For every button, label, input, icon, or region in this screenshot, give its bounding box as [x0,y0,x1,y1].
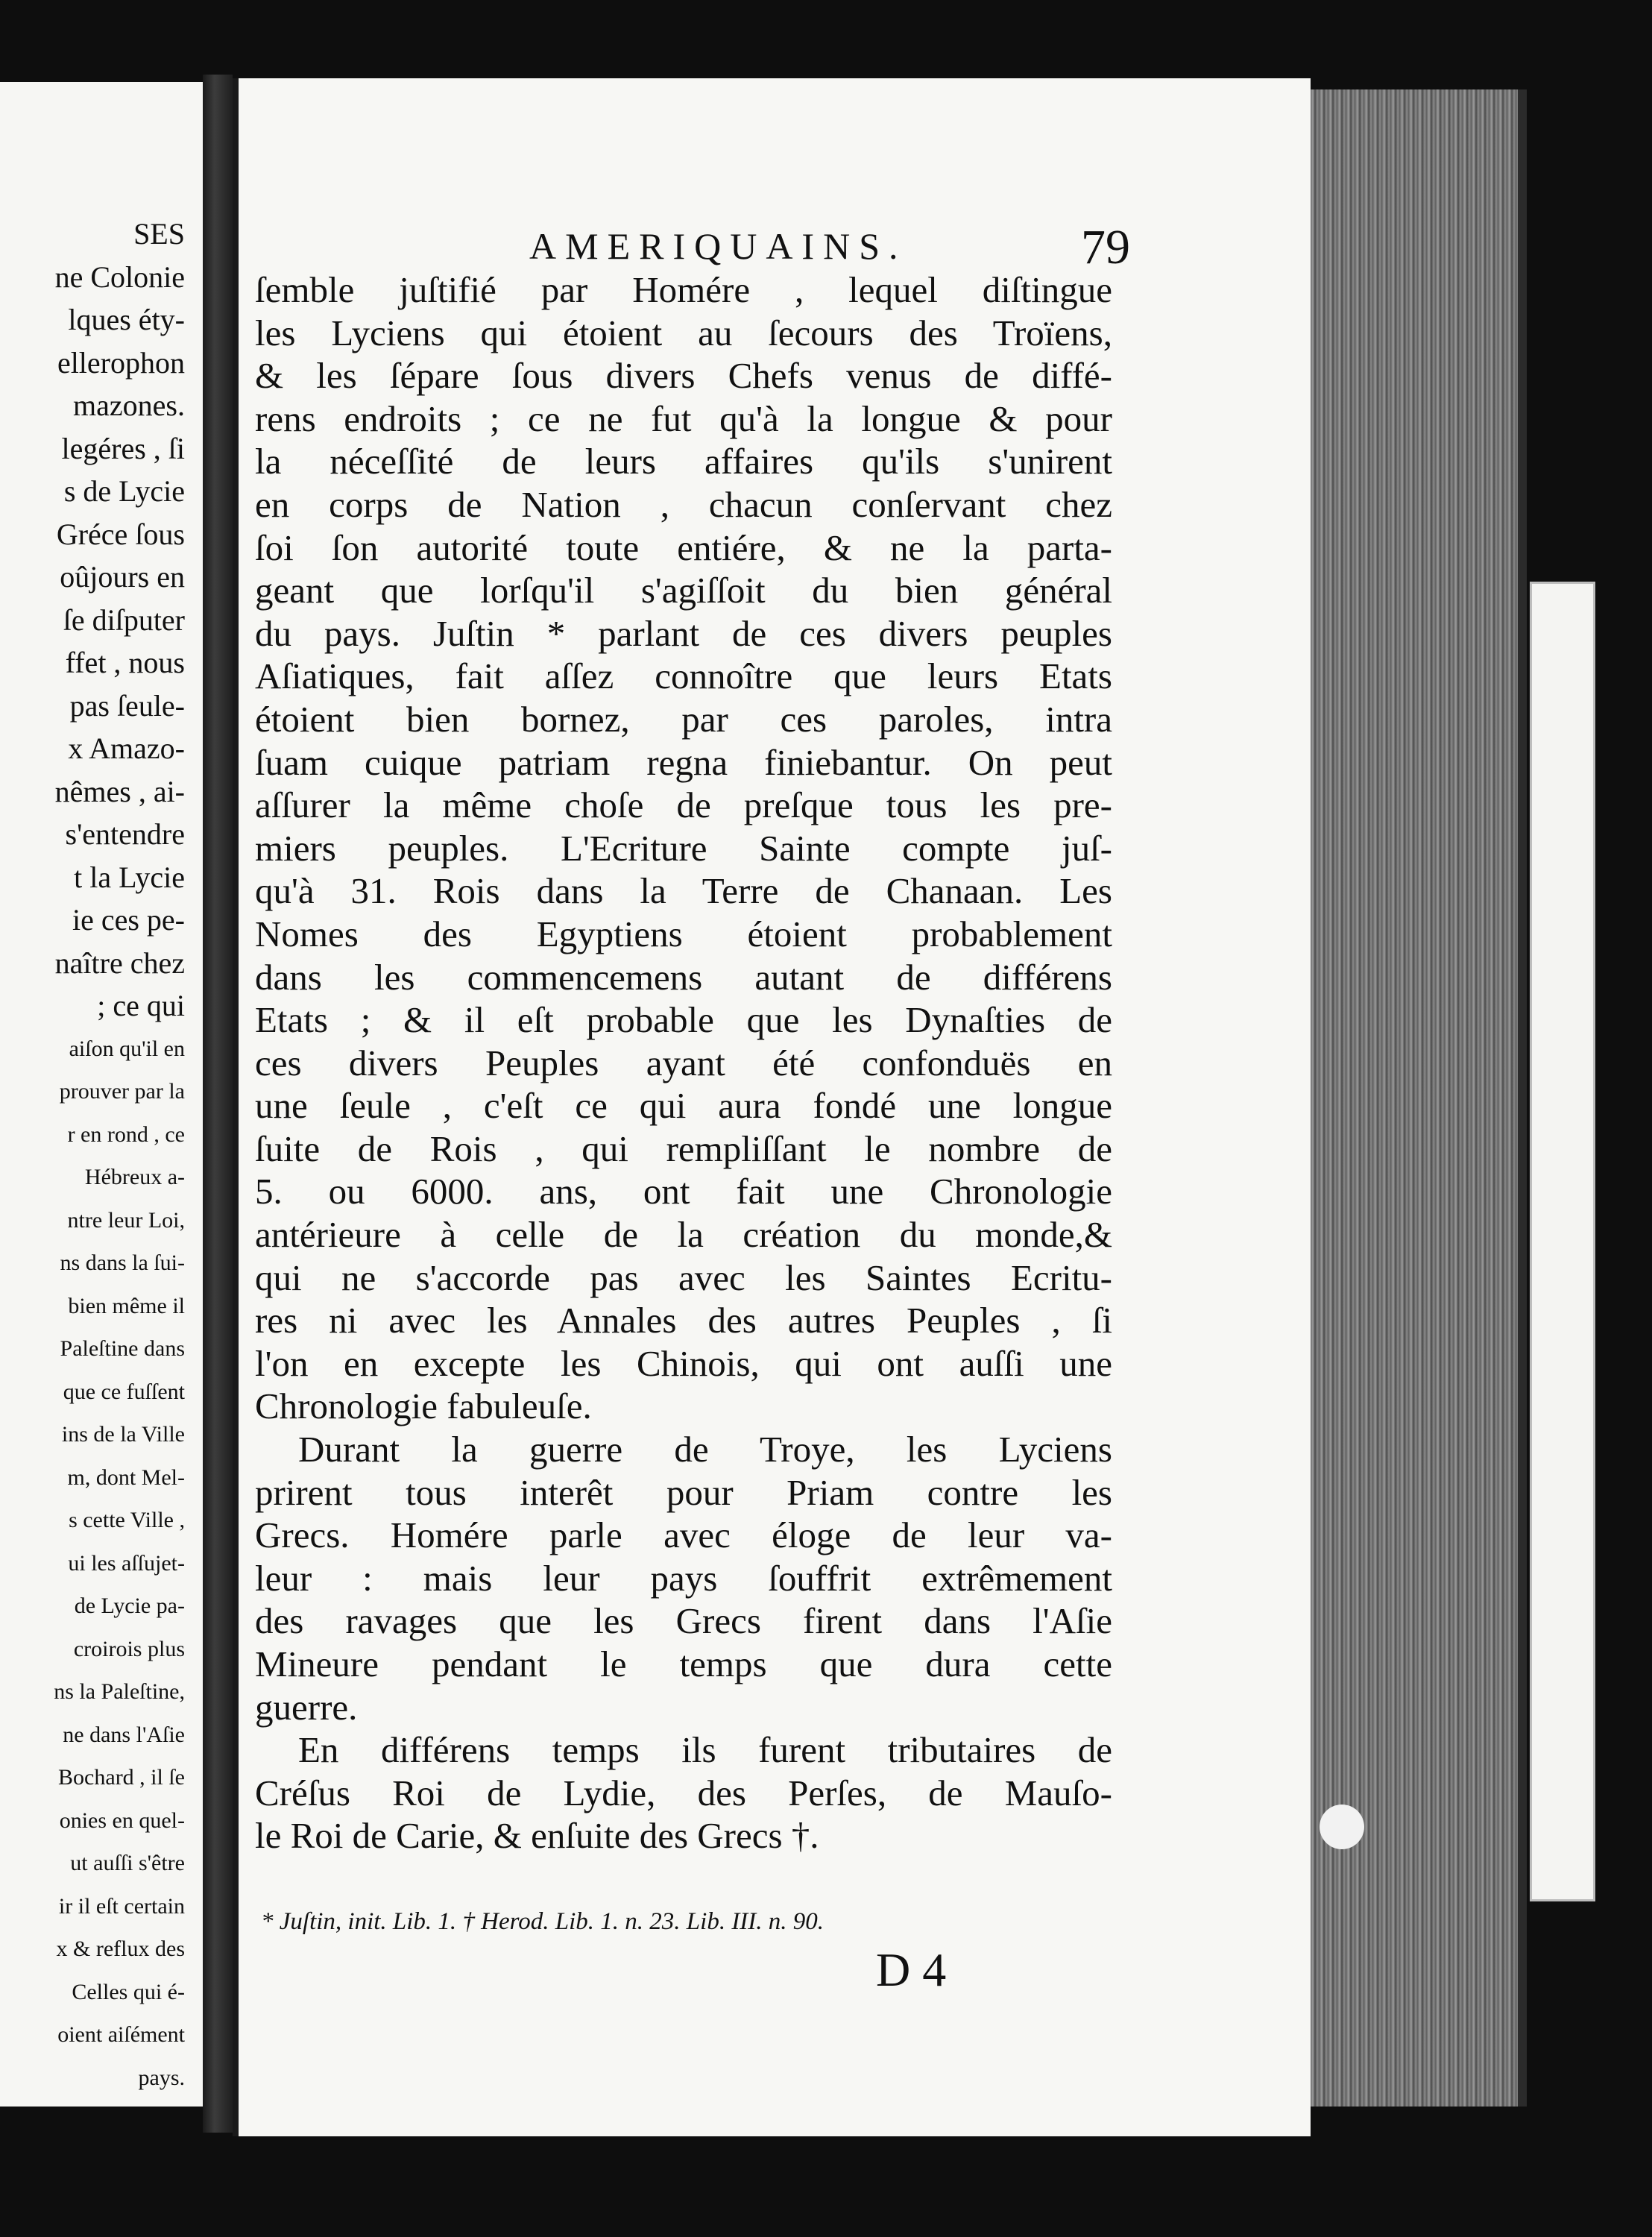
text-line: Grecs. Homére parle avec éloge de leur va- [255,1514,1112,1556]
left-page-line: s'entendre [65,817,185,851]
text-line: ſemble juſtifié par Homére , lequel diſtingue [255,269,1112,310]
page-number: 79 [1081,220,1130,274]
text-line: Mineure pendant le temps que dura cette [255,1643,1112,1684]
text-line: qui ne s'accorde pas avec les Saintes Ecritu- [255,1256,1112,1298]
left-page-line: ntre leur Loi, [67,1207,185,1233]
left-page-line: que ce fuſſent [63,1379,185,1404]
left-page-line: ſe diſputer [63,602,185,637]
left-page-line: ellerophon [57,345,185,380]
text-line: res ni avec les Annales des autres Peuples , ſi [255,1300,1112,1341]
left-page-text [0,213,203,2099]
text-line: miers peuples. L'Ecriture Sainte compte juſ- [255,827,1112,869]
text-line: 5. ou 6000. ans, ont fait une Chronologie [255,1171,1112,1212]
text-line: antérieure à celle de la création du monde,& [255,1214,1112,1256]
text-line: Aſiatiques, fait aſſez connoître que leurs Etats [255,655,1112,697]
left-page-line: de Lycie pa- [74,1593,185,1618]
left-page-line: croirois plus [73,1636,185,1661]
text-line: étoient bien bornez, par ces paroles, intra [255,698,1112,740]
book-gutter [203,75,233,2133]
main-page [233,78,1311,2136]
text-line: guerre. [255,1686,358,1728]
left-page-line: Hébreux a- [84,1165,185,1189]
text-line: leur : mais leur pays ſouffrit extrêmement [255,1557,1112,1599]
text-line: En différens temps ils furent tributaires de [298,1729,1112,1771]
left-page-line: bien même il [68,1293,185,1318]
left-page-line: oûjours en [60,560,185,594]
left-page-line: ns dans la ſui- [60,1250,185,1275]
left-page-line: aiſon qu'il en [69,1036,185,1061]
left-page-line: ns la Paleſtine, [54,1679,185,1704]
left-page-line: s de Lycie [63,474,185,508]
left-page-line: SES [133,217,185,251]
text-line: du pays. Juſtin * parlant de ces divers peuples [255,612,1112,654]
scan-speck [1320,1805,1364,1849]
left-page-line: t la Lycie [74,860,185,894]
left-page-line: x Amazo- [68,731,185,765]
left-page-line: naître chez [54,946,185,980]
text-line: Etats ; & il eſt probable que les Dynaſties de [255,999,1112,1041]
left-facing-page [0,82,207,2107]
signature-mark: D 4 [876,1943,947,1996]
left-page-line: ui les aſſujet- [68,1550,185,1576]
text-line: qu'à 31. Rois dans la Terre de Chanaan. Les [255,870,1112,912]
running-head: AMERIQUAINS. [529,225,907,267]
text-line: geant que lorſqu'il s'agiſſoit du bien général [255,570,1112,611]
left-page-line: pas ſeule- [69,688,185,723]
left-page-line: Celles qui é- [72,1979,185,2004]
left-page-line: ne Colonie [54,259,185,294]
left-page-line: Gréce ſous [56,517,185,551]
left-page-line: pays. [138,2065,185,2090]
left-page-line: ne dans l'Aſie [63,1722,185,1747]
left-page-line: lques éty- [68,303,185,336]
left-page-line: legéres , ſi [61,431,185,465]
left-page-line: ; ce qui [97,989,185,1022]
text-line: Créſus Roi de Lydie, des Perſes, de Mauſo- [255,1772,1112,1813]
text-line: dans les commencemens autant de différens [255,956,1112,998]
left-page-line: x & reflux des [56,1936,185,1961]
left-page-line: ffet , nous [65,646,185,679]
left-page-line: Bochard , il ſe [58,1765,185,1790]
text-line: ſoi ſon autorité toute entiére, & ne la parta- [255,526,1112,568]
text-line: prirent tous interêt pour Priam contre les [255,1471,1112,1513]
text-line: aſſurer la même choſe de preſque tous les pre- [255,784,1112,826]
page-marker-tab [1530,582,1595,1901]
left-page-line: ut auſſi s'être [70,1851,185,1875]
text-line: les Lyciens qui étoient au ſecours des Troïens, [255,312,1112,353]
left-page-line: oient aiſément [57,2022,185,2047]
left-page-line: ie ces pe- [72,903,185,937]
left-page-line: Paleſtine dans [60,1336,185,1361]
left-page-line: ins de la Ville [61,1422,185,1447]
text-line: des ravages que les Grecs firent dans l'Aſie [255,1600,1112,1642]
left-page-line: ir il eſt certain [58,1893,185,1919]
text-line: ſuam cuique patriam regna finiebantur. On peut [255,741,1112,783]
text-line: le Roi de Carie, & enſuite des Grecs †. [255,1815,819,1857]
left-page-line: prouver par la [59,1079,185,1104]
text-line: la néceſſité de leurs affaires qu'ils s'unirent [255,441,1112,482]
text-line: l'on en excepte les Chinois, qui ont auſſi une [255,1342,1112,1384]
text-line: Chronologie fabuleuſe. [255,1385,592,1427]
text-line: ces divers Peuples ayant été confonduës en [255,1042,1112,1083]
text-line: en corps de Nation , chacun conſervant chez [255,483,1112,525]
text-line: & les ſépare ſous divers Chefs venus de diffé- [255,355,1112,397]
text-line: Durant la guerre de Troye, les Lyciens [298,1429,1112,1470]
left-page-line: r en rond , ce [67,1121,185,1147]
text-line: rens endroits ; ce ne fut qu'à la longue & pour [255,397,1112,439]
left-page-line: mazones. [73,388,185,422]
text-line: Nomes des Egyptiens étoient probablement [255,913,1112,954]
footnote: * Juſtin, init. Lib. 1. † Herod. Lib. 1. n. 23. Lib. III. n. 90. [261,1908,825,1935]
left-page-line: m, dont Mel- [67,1464,185,1490]
body-text [255,268,1112,1857]
left-page-line: s cette Ville , [69,1508,185,1532]
text-line: ſuite de Rois , qui rempliſſant le nombre de [255,1127,1112,1169]
page-header [239,216,1311,276]
left-page-line: nêmes , ai- [54,774,185,808]
text-line: une ſeule , c'eſt ce qui aura fondé une longue [255,1085,1112,1127]
left-page-line: onies en quel- [59,1807,185,1833]
